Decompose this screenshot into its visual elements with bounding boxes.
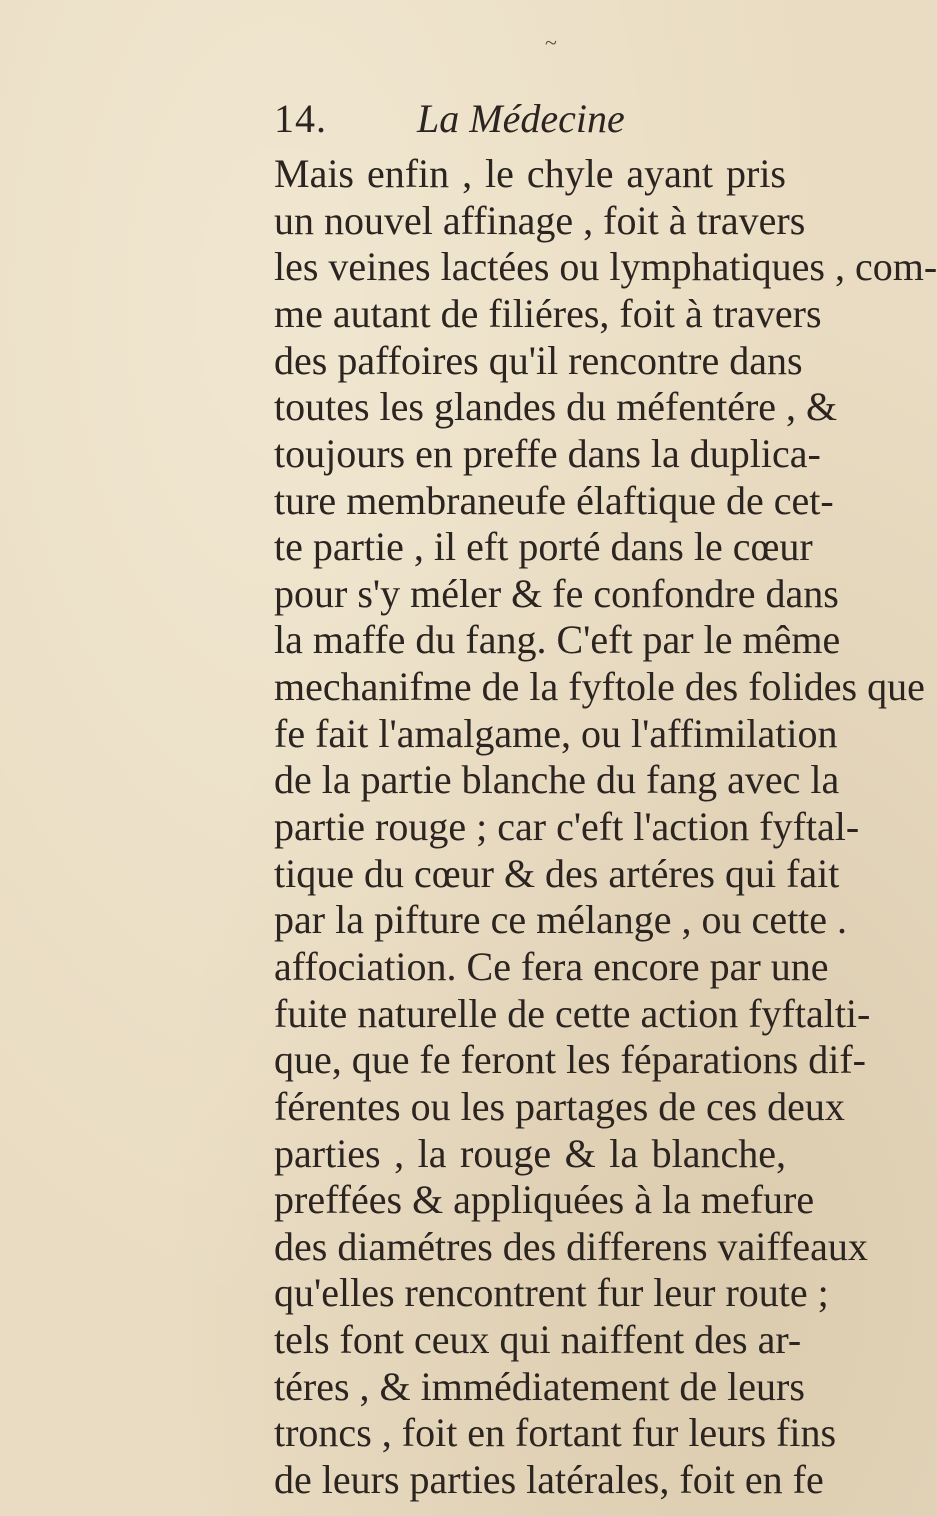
text-line: téres , & immédiatement de leurs — [274, 1363, 805, 1409]
text-line: mechanifme de la fyftole des folides que — [274, 664, 925, 710]
text-line: fuite naturelle de cette action fyftalti- — [274, 990, 871, 1036]
text-line: pour s'y méler & fe confondre dans — [274, 570, 839, 616]
text-line: qu'elles rencontrent fur leur route ; — [274, 1270, 829, 1316]
text-line: fe fait l'amalgame, ou l'affimilation — [274, 710, 838, 756]
text-line: un nouvel affinage , foit à travers — [274, 197, 806, 243]
running-title: La Médecine — [417, 96, 625, 141]
text-line: que, que fe feront les féparations dif- — [274, 1037, 866, 1083]
ink-mark: ~ — [545, 30, 557, 55]
text-line: tique du cœur & des artéres qui fait — [274, 850, 840, 896]
text-line: toujours en preffe dans la duplica- — [274, 430, 821, 476]
page-header — [274, 95, 625, 145]
text-line: férentes ou les partages de ces deux — [274, 1083, 845, 1129]
text-line: ture membraneufe élaftique de cet- — [274, 477, 834, 523]
text-line: troncs , foit en fortant fur leurs fins — [274, 1410, 837, 1456]
text-line: de la partie blanche du fang avec la — [274, 757, 840, 803]
page-number: 14. — [274, 96, 327, 141]
text-line: la maffe du fang. C'eft par le même — [274, 617, 841, 663]
text-line: parties , la rouge & la blanche, — [274, 1130, 786, 1176]
text-line: Mais enfin , le chyle ayant pris — [274, 151, 786, 196]
text-line: des paffoires qu'il rencontre dans — [274, 337, 803, 383]
text-line: preffées & appliquées à la mefure — [274, 1177, 815, 1223]
text-line: me autant de filiéres, foit à travers — [274, 290, 822, 336]
text-line: de leurs parties latérales, foit en fe — [274, 1457, 824, 1502]
text-line: te partie , il eft porté dans le cœur — [274, 524, 813, 570]
text-line: des diamétres des differens vaiffeaux — [274, 1223, 868, 1269]
text-line: toutes les glandes du méfentére , & — [274, 384, 838, 430]
text-line: partie rouge ; car c'eft l'action fyftal- — [274, 804, 860, 849]
text-line: affociation. Ce fera encore par une — [274, 943, 829, 989]
text-line: tels font ceux qui naiffent des ar- — [274, 1317, 802, 1363]
text-line: les veines lactées ou lymphatiques , com- — [274, 244, 937, 290]
text-line: par la pifture ce mélange , ou cette . — [274, 897, 848, 943]
